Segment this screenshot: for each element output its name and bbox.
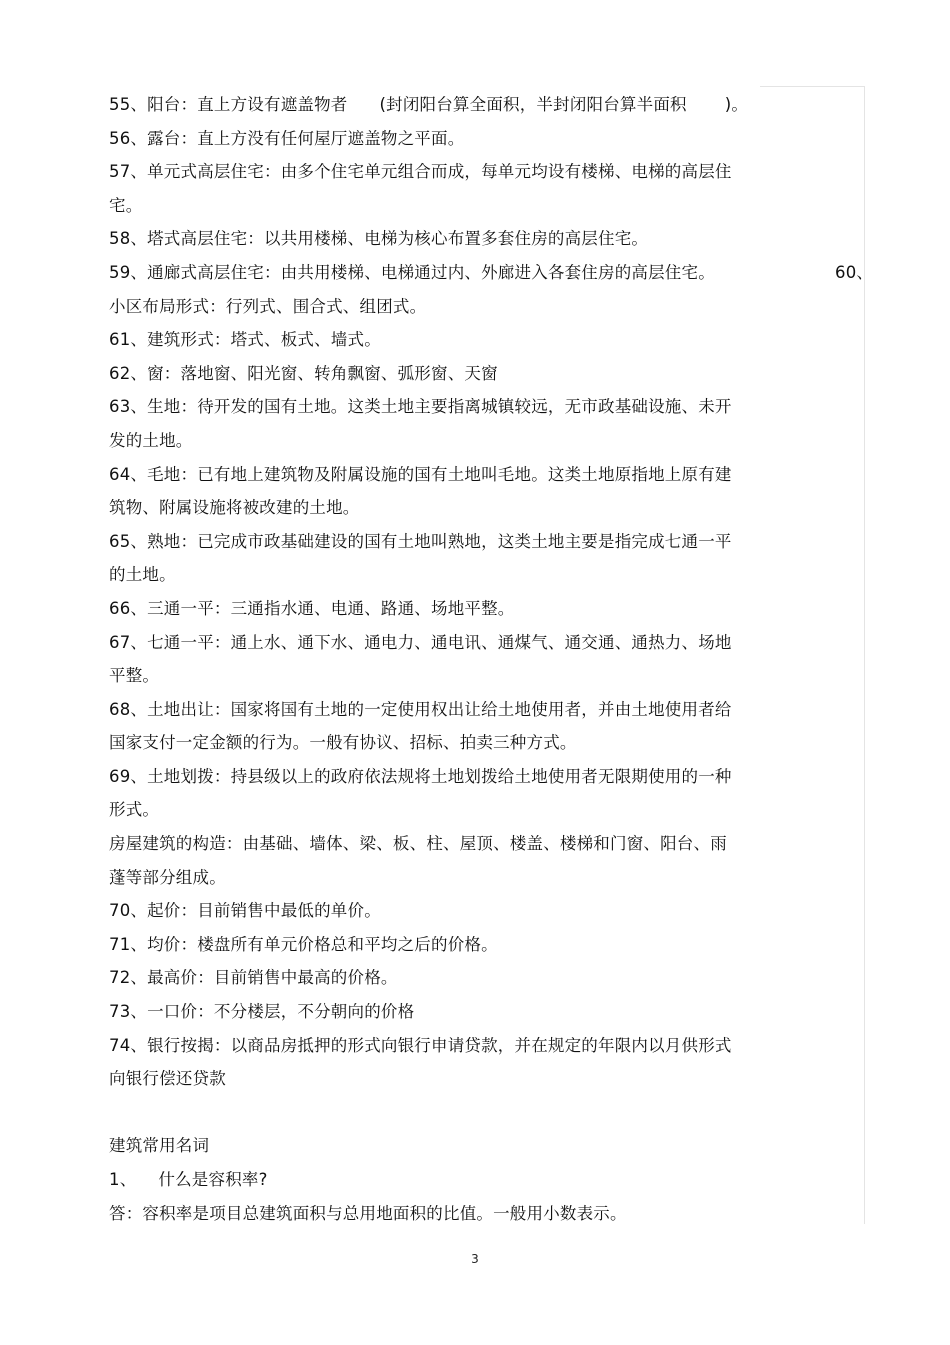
- line-55-parenthetical: (封闭阳台算全面积，半封闭阳台算半面积: [379, 95, 687, 114]
- text-line: 国家支付一定金额的行为。一般有协议、招标、拍卖三种方式。: [109, 733, 577, 753]
- text-line: 62、窗：落地窗、阳光窗、转角飘窗、弧形窗、天窗: [109, 363, 498, 383]
- text-line: 70、起价：目前销售中最低的单价。: [109, 901, 381, 921]
- text-line: 68、土地出让：国家将国有土地的一定使用权出让给土地使用者，并由土地使用者给: [109, 699, 732, 719]
- answer-line: 答：容积率是项目总建筑面积与总用地面积的比值。一般用小数表示。: [109, 1203, 627, 1223]
- text-line: 筑物、附属设施将被改建的土地。: [109, 498, 360, 518]
- text-line: 小区布局形式：行列式、围合式、组团式。: [109, 296, 427, 316]
- text-line-59: [109, 256, 874, 290]
- text-line: 向银行偿还贷款: [109, 1069, 226, 1089]
- text-line: 63、生地：待开发的国有土地。这类土地主要指离城镇较远，无市政基础设施、未开: [109, 397, 732, 417]
- question-number: 1、: [109, 1170, 137, 1189]
- text-line: 73、一口价：不分楼层，不分朝向的价格: [109, 1002, 415, 1022]
- text-line: 69、土地划拨：持县级以上的政府依法规将土地划拨给土地使用者无限期使用的一种: [109, 766, 732, 786]
- section-title: 建筑常用名词: [109, 1136, 210, 1156]
- text-line: 形式。: [109, 800, 160, 820]
- text-line: 56、露台：直上方没有任何屋厅遮盖物之平面。: [109, 128, 465, 148]
- line-59-text: 59、通廊式高层住宅：由共用楼梯、电梯通过内、外廊进入各套住房的高层住宅。: [109, 262, 715, 282]
- paragraph-gap: [109, 1096, 864, 1130]
- text-line: 65、熟地：已完成市政基础建设的国有土地叫熟地，这类土地主要是指完成七通一平: [109, 531, 732, 551]
- line-60-number: 60、: [835, 262, 874, 282]
- line-55-end: )。: [724, 95, 749, 114]
- page-frame-top: [760, 86, 864, 87]
- line-55-start: 55、阳台：直上方设有遮盖物者: [109, 95, 348, 114]
- text-line-55: [109, 88, 864, 122]
- text-line: 61、建筑形式：塔式、板式、墙式。: [109, 330, 381, 350]
- text-line: 57、单元式高层住宅：由多个住宅单元组合而成，每单元均设有楼梯、电梯的高层住: [109, 162, 732, 182]
- text-line: 宅。: [109, 195, 143, 215]
- text-line: 67、七通一平：通上水、通下水、通电力、通电讯、通煤气、通交通、通热力、场地: [109, 632, 732, 652]
- text-line: 58、塔式高层住宅：以共用楼梯、电梯为核心布置多套住房的高层住宅。: [109, 229, 649, 249]
- text-line: 66、三通一平：三通指水通、电通、路通、场地平整。: [109, 598, 515, 618]
- document-body: [109, 88, 874, 1230]
- question-text: 什么是容积率?: [158, 1170, 268, 1189]
- page-number: 3: [471, 1252, 479, 1266]
- text-line: 64、毛地：已有地上建筑物及附属设施的国有土地叫毛地。这类土地原指地上原有建: [109, 464, 732, 484]
- question-line: [109, 1163, 864, 1197]
- text-line: 房屋建筑的构造：由基础、墙体、梁、板、柱、屋顶、楼盖、楼梯和门窗、阳台、雨: [109, 834, 727, 854]
- text-line: 71、均价：楼盘所有单元价格总和平均之后的价格。: [109, 934, 498, 954]
- text-line: 蓬等部分组成。: [109, 867, 226, 887]
- text-line: 的土地。: [109, 565, 176, 585]
- text-line: 74、银行按揭：以商品房抵押的形式向银行申请贷款，并在规定的年限内以月供形式: [109, 1035, 732, 1055]
- text-line: 发的土地。: [109, 430, 193, 450]
- text-line: 72、最高价：目前销售中最高的价格。: [109, 968, 398, 988]
- text-line: 平整。: [109, 666, 160, 686]
